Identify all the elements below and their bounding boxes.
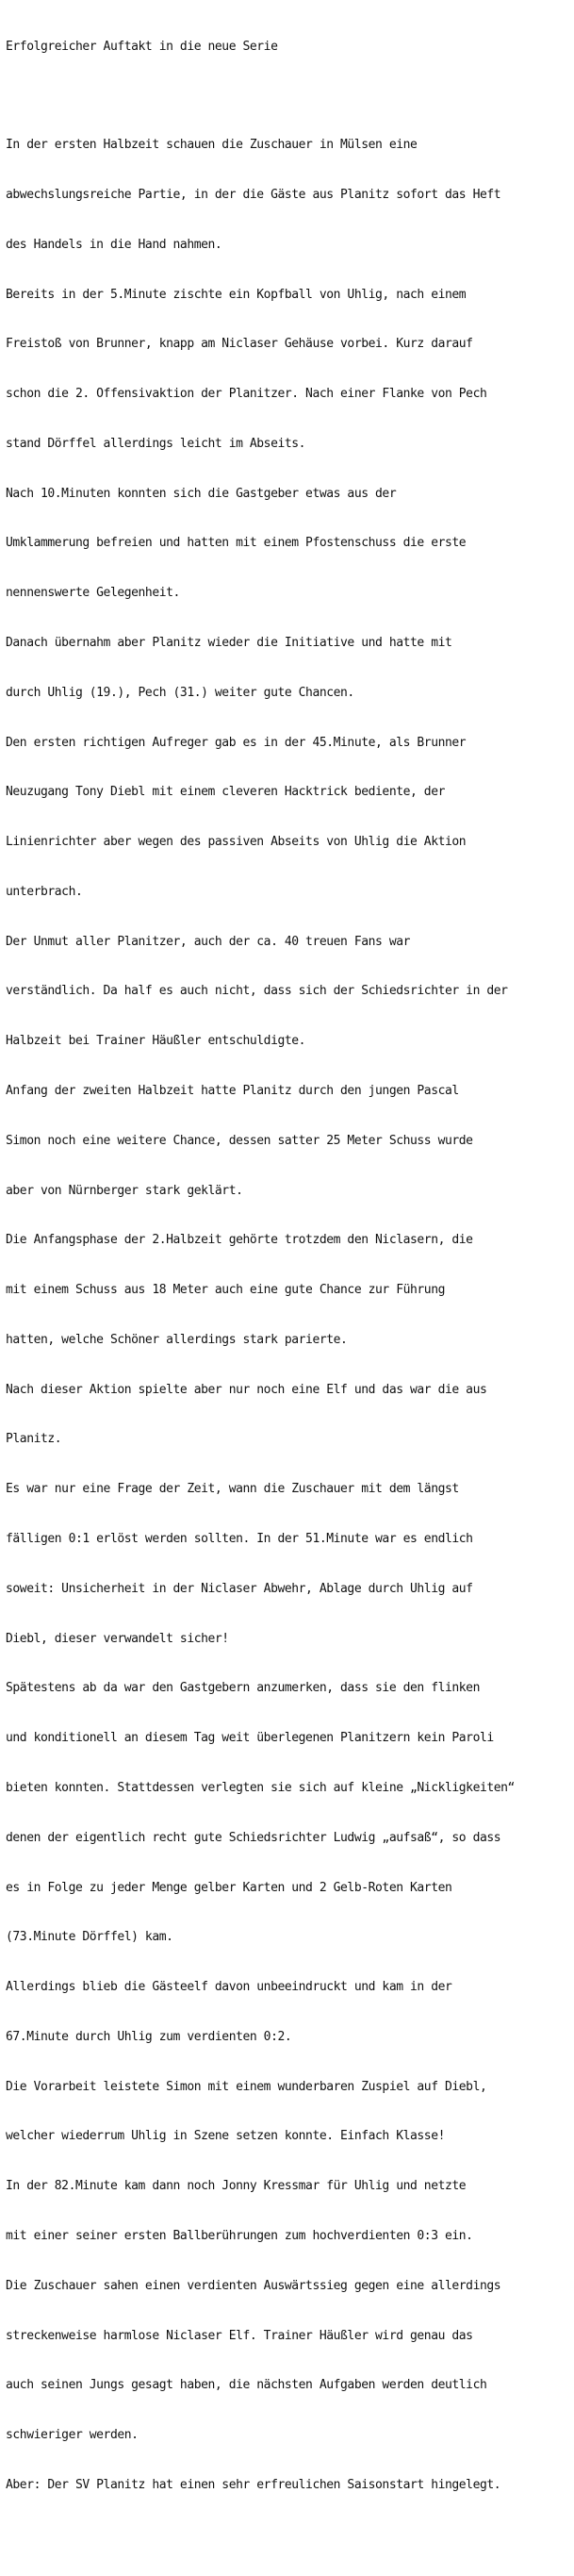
body-line: Der Unmut aller Planitzer, auch der ca. 40 treuen Fans war xyxy=(6,934,411,949)
body-line: Die Vorarbeit leistete Simon mit einem wunderbaren Zuspiel auf Diebl, xyxy=(6,2079,487,2094)
body-line: fälligen 0:1 erlöst werden sollten. In der 51.Minute war es endlich xyxy=(6,1532,473,1547)
body-line: schwieriger werden. xyxy=(6,2428,139,2443)
article-title: Erfolgreicher Auftakt in die neue Serie xyxy=(6,40,278,55)
body-line: verständlich. Da half es auch nicht, dass sich der Schiedsrichter in der xyxy=(6,984,508,999)
body-line: streckenweise harmlose Niclaser Elf. Trainer Häußler wird genau das xyxy=(6,2328,473,2343)
body-line: bieten konnten. Stattdessen verlegten sie sich auf kleine „Nickligkeiten“ xyxy=(6,1780,515,1795)
body-line: Den ersten richtigen Aufreger gab es in der 45.Minute, als Brunner xyxy=(6,735,467,750)
body-line: Allerdings blieb die Gästeelf davon unbeeindruckt und kam in der xyxy=(6,1980,452,1995)
body-line: Bereits in der 5.Minute zischte ein Kopfball von Uhlig, nach einem xyxy=(6,287,467,302)
body-line: schon die 2. Offensivaktion der Planitzer. Nach einer Flanke von Pech xyxy=(6,387,487,402)
body-line: Aber: Der SV Planitz hat einen sehr erfreulichen Saisonstart hingelegt. xyxy=(6,2477,501,2492)
body-line: durch Uhlig (19.), Pech (31.) weiter gute Chancen. xyxy=(6,685,354,700)
body-line: Umklammerung befreien und hatten mit einem Pfostenschuss die erste xyxy=(6,536,467,551)
body-line: Neuzugang Tony Diebl mit einem cleveren Hacktrick bediente, der xyxy=(6,785,445,800)
body-line: In der ersten Halbzeit schauen die Zuschauer in Mülsen eine xyxy=(6,138,418,153)
article-body xyxy=(6,104,571,2560)
body-line: Nach 10.Minuten konnten sich die Gastgeber etwas aus der xyxy=(6,486,397,501)
body-line: aber von Nürnberger stark geklärt. xyxy=(6,1183,243,1198)
body-line: In der 82.Minute kam dann noch Jonny Kressmar für Uhlig und netzte xyxy=(6,2179,467,2194)
body-line: Nach dieser Aktion spielte aber nur noch eine Elf und das war die aus xyxy=(6,1382,487,1397)
body-line: auch seinen Jungs gesagt haben, die nächsten Aufgaben werden deutlich xyxy=(6,2378,487,2393)
body-line: welcher wiederrum Uhlig in Szene setzen konnte. Einfach Klasse! xyxy=(6,2129,445,2144)
body-line: mit einem Schuss aus 18 Meter auch eine gute Chance zur Führung xyxy=(6,1283,445,1298)
body-line: hatten, welche Schöner allerdings stark parierte. xyxy=(6,1332,348,1347)
body-line: denen der eigentlich recht gute Schiedsrichter Ludwig „aufsaß“, so dass xyxy=(6,1830,501,1845)
body-line: Die Zuschauer sahen einen verdienten Auswärtssieg gegen eine allerdings xyxy=(6,2278,501,2293)
body-line: soweit: Unsicherheit in der Niclaser Abwehr, Ablage durch Uhlig auf xyxy=(6,1581,473,1596)
body-line: Simon noch eine weitere Chance, dessen satter 25 Meter Schuss wurde xyxy=(6,1133,473,1148)
body-line: abwechslungsreiche Partie, in der die Gäste aus Planitz sofort das Heft xyxy=(6,187,501,202)
body-line: Danach übernahm aber Planitz wieder die Initiative und hatte mit xyxy=(6,635,452,650)
body-line: 67.Minute durch Uhlig zum verdienten 0:2. xyxy=(6,2029,292,2044)
body-line: Es war nur eine Frage der Zeit, wann die Zuschauer mit dem längst xyxy=(6,1482,459,1497)
body-line: mit einer seiner ersten Ballberührungen zum hochverdienten 0:3 ein. xyxy=(6,2228,473,2243)
body-line: und konditionell an diesem Tag weit überlegenen Planitzern kein Paroli xyxy=(6,1731,494,1746)
body-line: Anfang der zweiten Halbzeit hatte Planitz durch den jungen Pascal xyxy=(6,1084,459,1098)
body-line: es in Folge zu jeder Menge gelber Karten und 2 Gelb-Roten Karten xyxy=(6,1880,452,1895)
body-line: Spätestens ab da war den Gastgebern anzumerken, dass sie den flinken xyxy=(6,1681,480,1696)
body-line: Planitz. xyxy=(6,1432,62,1447)
body-line: Die Anfangsphase der 2.Halbzeit gehörte trotzdem den Niclasern, die xyxy=(6,1233,473,1248)
body-line: (73.Minute Dörffel) kam. xyxy=(6,1930,173,1945)
body-line: des Handels in die Hand nahmen. xyxy=(6,237,222,252)
body-line: Freistoß von Brunner, knapp am Niclaser Gehäuse vorbei. Kurz darauf xyxy=(6,337,473,352)
body-line: nennenswerte Gelegenheit. xyxy=(6,586,180,601)
body-line: stand Dörffel allerdings leicht im Abseits. xyxy=(6,436,306,451)
article xyxy=(6,6,571,2576)
body-line: Diebl, dieser verwandelt sicher! xyxy=(6,1631,229,1646)
body-line: Linienrichter aber wegen des passiven Abseits von Uhlig die Aktion xyxy=(6,835,467,850)
body-line: Halbzeit bei Trainer Häußler entschuldigte. xyxy=(6,1034,306,1049)
body-line: unterbrach. xyxy=(6,884,83,899)
